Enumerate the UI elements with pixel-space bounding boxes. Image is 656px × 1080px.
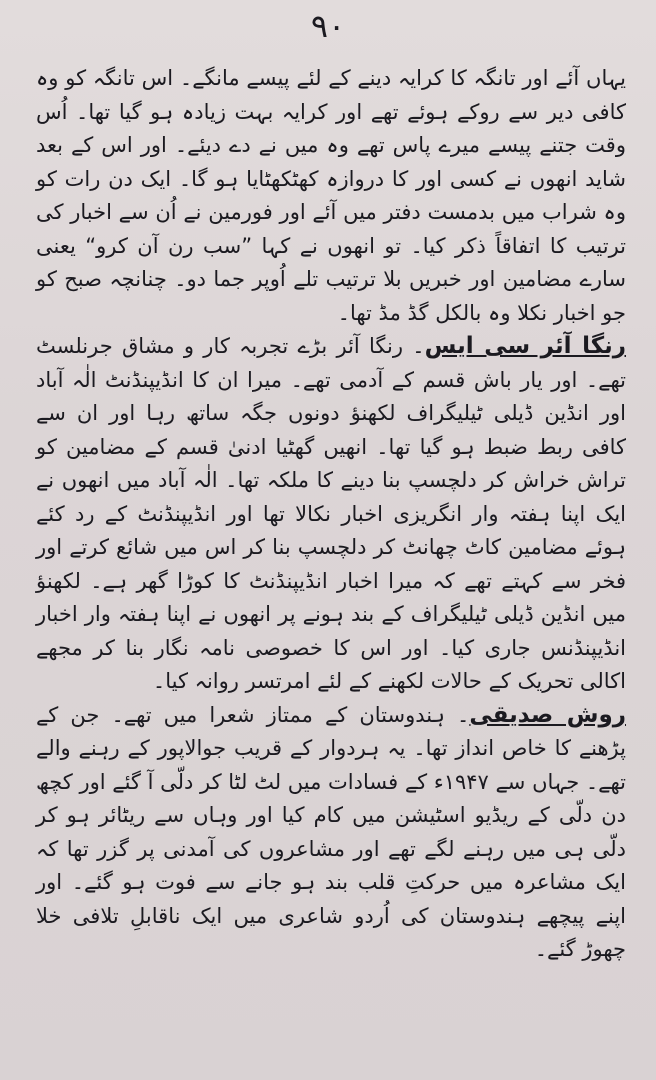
heading-ranga-iyer: رنگا آئر سی ایس	[424, 333, 626, 359]
paragraph-1	[36, 62, 626, 330]
paragraph-ranga-iyer	[36, 330, 626, 699]
paragraph-ranga-iyer-text: ۔ رنگا آئر بڑے تجربہ کار و مشاق جرنلسٹ تھے۔ اور یار باش قسم کے آدمی تھے۔ میرا ان کا انڈیپنڈنٹ الٰہ آباد اور انڈین ڈیلی ٹیلیگراف لکھنؤ دونوں جگہ ساتھ رہا اور ان سے کافی ربط ضبط ہو گیا تھا۔ انھیں گھٹیا ادنیٰ قسم کے مضامین کو تراش خراش کر دلچسپ بنا دینے کا ملکہ تھا۔ الٰہ آباد میں انھوں نے ایک اپنا ہفتہ وار انگریزی اخبار نکالا تھا اور انڈیپنڈنٹ کے رد کئے ہوئے مضامین کاٹ چھانٹ کر دلچسپ بنا کر اس میں شائع کرتے اور فخر سے کہتے تھے کہ میرا اخبار انڈیپنڈنٹ کا کوڑا گھر ہے۔ لکھنؤ میں انڈین ڈیلی ٹیلیگراف کے بند ہونے پر انھوں نے اپنا ہفتہ وار اخبار انڈیپنڈنس جاری کیا۔ اور اس کا خصوصی نامہ نگار بنا کر مجھے اکالی تحریک کے حالات لکھنے کے لئے امرتسر روانہ کیا۔	[36, 334, 626, 693]
paragraph-roshan-siddiqui-text: ۔ ہندوستان کے ممتاز شعرا میں تھے۔ جن کے پڑھنے کا خاص انداز تھا۔ یہ ہردوار کے قریب جوالاپور کے رہنے والے تھے۔ جہاں سے ۱۹۴۷ء کے فسادات میں لٹ لٹا کر دلّی آ گئے اور کچھ دن دلّی کے ریڈیو اسٹیشن میں کام کیا اور وہاں سے ریٹائر ہو کر دلّی ہی میں رہنے لگے تھے اور مشاعروں کی آمدنی پر گزر تھا کہ ایک مشاعرہ میں حرکتِ قلب بند ہو جانے سے فوت ہو گئے۔ اور اپنے پیچھے ہندوستان کی اُردو شاعری میں ایک ناقابلِ تلافی خلا چھوڑ گئے۔	[35, 702, 626, 961]
page-number: ۹۰	[310, 7, 346, 45]
heading-roshan-siddiqui: روش صدیقی	[469, 701, 626, 728]
paragraph-1-text: یہاں آئے اور تانگہ کا کرایہ دینے کے لئے پیسے مانگے۔ اس تانگہ کو وہ کافی دیر سے روکے ہوئے تھے اور کرایہ بہت زیادہ ہو گیا تھا۔ اُس وقت جتنے پیسے میرے پاس تھے وہ میں نے دے دیئے۔ اور اس کے بعد شاید انھوں نے کسی اور کا دروازہ کھٹکھٹایا ہو گا۔ ایک دن رات کو وہ شراب میں بدمست دفتر میں آئے اور فورمین نے اُن سے اخبار کی ترتیب کا اتفاقاً ذکر کیا۔ تو انھوں نے کہا ”سب رن آن کرو“ یعنی سارے مضامین اور خبریں بلا ترتیب تلے اُوپر جما دو۔ چنانچہ صبح کو جو اخبار نکلا وہ بالکل گڈ مڈ تھا۔	[36, 66, 626, 325]
page-body	[36, 62, 626, 1062]
paragraph-roshan-siddiqui	[36, 699, 626, 967]
